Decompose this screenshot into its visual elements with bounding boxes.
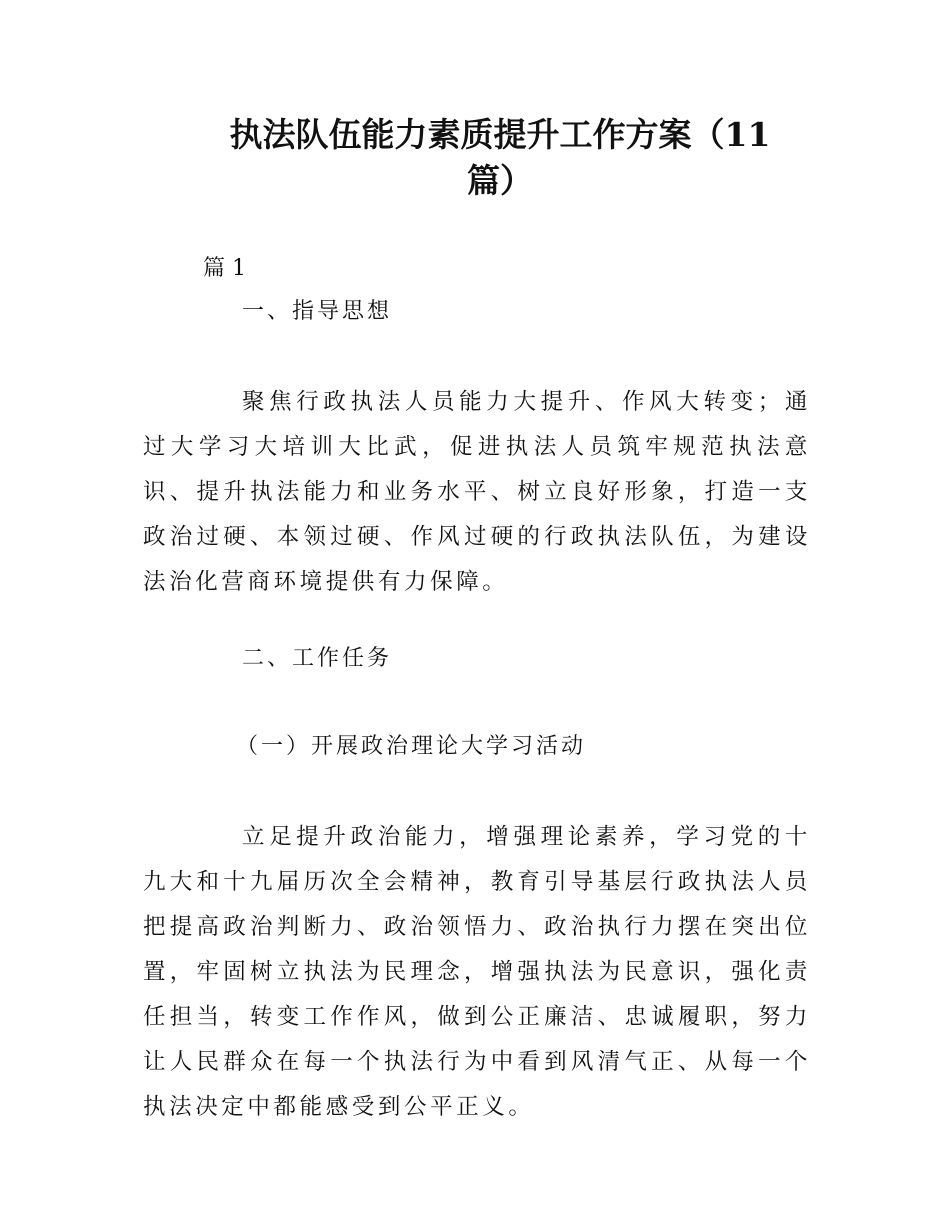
section-tag: 篇 1	[203, 256, 246, 281]
paragraph-guiding-ideology: 聚焦行政执法人员能力大提升、作风大转变；通过大学习大培训大比武，促进执法人员筑牢规范执法意识、提升执法能力和业务水平、树立良好形象，打造一支政治过硬、本领过硬、作风过硬的行政执法队伍，为建设法治化营商环境提供有力保障。	[143, 389, 811, 595]
title-line-2: 篇）	[467, 161, 533, 200]
paragraph-political-study: 立足提升政治能力，增强理论素养，学习党的十九大和十九届历次全会精神，教育引导基层行政执法人员把提高政治判断力、政治领悟力、政治执行力摆在突出位置，牢固树立执法为民理念，增强执法为民意识，强化责任担当，转变工作作风，做到公正廉洁、忠诚履职，努力让人民群众在每一个执法行为中看到风清气正、从每一个执法决定中都能感受到公平正义。	[143, 824, 811, 1120]
heading-political-study: （一）开展政治理论大学习活动	[236, 734, 587, 759]
heading-work-tasks: 二、工作任务	[242, 646, 393, 671]
title-line-1: 执法队伍能力素质提升工作方案（11	[229, 115, 771, 154]
heading-guiding-ideology: 一、指导思想	[242, 299, 393, 324]
document-title	[200, 112, 800, 204]
